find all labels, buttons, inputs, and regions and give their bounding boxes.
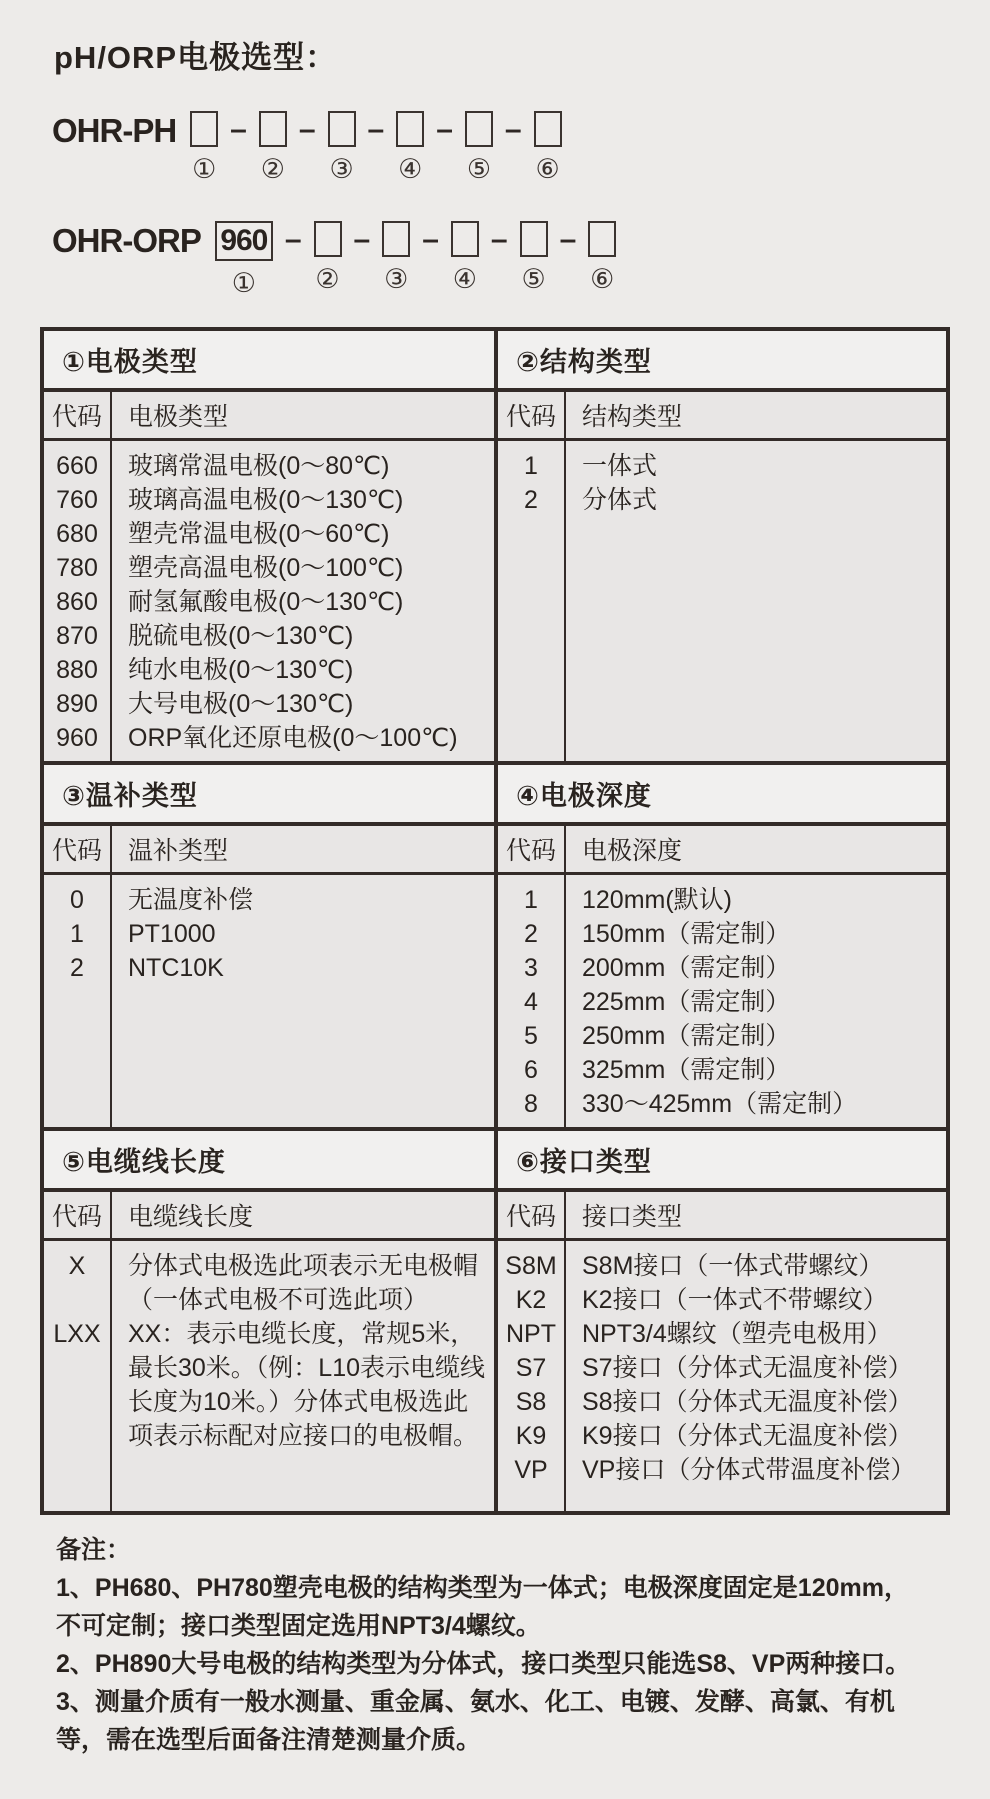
model-segments (190, 111, 561, 183)
row-desc: 玻璃高温电极(0～130℃) (128, 486, 404, 514)
row-code: 660 (56, 452, 98, 480)
column-divider (110, 826, 112, 1127)
row-desc: 250mm（需定制） (582, 1022, 791, 1050)
column-header-name: 电缆线长度 (128, 1203, 254, 1231)
position-number: ⑥ (590, 264, 615, 294)
section-body (498, 1192, 946, 1511)
note-item-2: 2、PH890大号电极的结构类型为分体式，接口类型只能选S8、VP两种接口。 (56, 1650, 911, 1678)
row-desc: ORP氧化还原电极(0～100℃) (128, 724, 458, 752)
code-box (190, 111, 218, 147)
row-desc: XX：表示电缆长度，常规5米，最长30米。（例：L10表示电缆线长度为10米。）分体式电极选此项表示标配对应接口的电极帽。 (128, 1320, 486, 1450)
code-box (451, 221, 479, 257)
model-segment-6 (534, 111, 562, 183)
row-code: K2 (515, 1286, 547, 1314)
column-header-name: 结构类型 (582, 403, 683, 431)
row-desc: 150mm（需定制） (582, 920, 791, 948)
row-desc: 分体式 (582, 486, 658, 514)
note-item-3: 3、测量介质有一般水测量、重金属、氨水、化工、电镀、发酵、高氯、有机等，需在选型后面备注清楚测量介质。 (56, 1688, 895, 1754)
code-box (534, 111, 562, 147)
row-code: 2 (524, 920, 538, 948)
dash-separator: – (230, 113, 247, 146)
section-body (44, 1192, 494, 1511)
column-header-code: 代码 (51, 403, 102, 431)
column-divider (110, 1192, 112, 1511)
row-code: 1 (70, 920, 84, 948)
column-header-code: 代码 (51, 1203, 102, 1231)
row-desc: NPT3/4螺纹（塑壳电极用） (582, 1320, 892, 1348)
row-desc: K2接口（一体式不带螺纹） (582, 1286, 888, 1314)
row-code: 3 (524, 954, 538, 982)
row-desc: 玻璃常温电极(0～80℃) (128, 452, 390, 480)
section-electrode-depth (494, 765, 946, 1127)
row-code: 870 (56, 622, 98, 650)
dash-separator: – (436, 113, 453, 146)
row-code: 8 (524, 1090, 538, 1118)
code-box (396, 111, 424, 147)
section-title: ①电极类型 (44, 331, 494, 392)
column-header-name: 电极深度 (582, 837, 683, 865)
dash-separator: – (284, 223, 302, 256)
row-code: NPT (506, 1320, 556, 1348)
column-header-code: 代码 (505, 403, 556, 431)
section-electrode-type (44, 331, 494, 761)
row-desc: 无温度补偿 (128, 886, 254, 914)
row-desc: 耐氢氟酸电极(0～130℃) (128, 588, 404, 616)
table-group-3 (44, 1127, 946, 1511)
notes (56, 1531, 926, 1759)
row-code: 890 (56, 690, 98, 718)
model-segment-3 (328, 111, 356, 183)
row-desc: 200mm（需定制） (582, 954, 791, 982)
row-code: S8M (505, 1252, 557, 1280)
section-body (498, 826, 946, 1127)
row-code: 880 (56, 656, 98, 684)
position-number: ⑤ (466, 154, 492, 184)
column-header-code: 代码 (51, 837, 102, 865)
position-number: ① (192, 154, 217, 184)
table-group-2 (44, 761, 946, 1127)
row-code: 680 (56, 520, 98, 548)
position-number: ② (315, 264, 340, 294)
row-code: 4 (524, 988, 538, 1016)
row-desc: VP接口（分体式带温度补偿） (582, 1456, 916, 1484)
section-title: ②结构类型 (498, 331, 946, 392)
model-segment-5 (465, 111, 493, 183)
model-label: OHR-ORP (52, 222, 201, 259)
row-desc: 一体式 (582, 452, 658, 480)
code-box (314, 221, 342, 257)
dash-separator: – (504, 113, 522, 146)
column-divider (564, 1192, 566, 1511)
section-cable-length (44, 1131, 494, 1511)
section-title: ⑤电缆线长度 (44, 1131, 494, 1192)
row-desc: S8M接口（一体式带螺纹） (582, 1252, 884, 1280)
row-code: 960 (56, 724, 98, 752)
row-code: 860 (56, 588, 98, 616)
position-number: ④ (398, 154, 423, 184)
position-number: ⑥ (535, 154, 560, 184)
column-header-name: 接口类型 (582, 1203, 683, 1231)
model-segment-1 (190, 111, 218, 183)
page-title: pH/ORP电极选型： (54, 40, 338, 75)
section-structure-type (494, 331, 946, 761)
model-row-ohr-orp (52, 221, 950, 297)
model-segment-1 (215, 221, 273, 297)
model-segment-4 (396, 111, 424, 183)
row-code: 2 (70, 954, 84, 982)
dash-separator: – (422, 223, 439, 256)
row-code: 2 (524, 486, 538, 514)
row-desc: 330～425mm（需定制） (582, 1090, 858, 1118)
row-desc: 脱硫电极(0～130℃) (128, 622, 354, 650)
row-code: 760 (56, 486, 98, 514)
code-box-960: 960 (215, 221, 273, 261)
section-title: ⑥接口类型 (498, 1131, 946, 1192)
row-desc: 225mm（需定制） (582, 988, 791, 1016)
row-desc: 塑壳高温电极(0～100℃) (128, 554, 404, 582)
model-label: OHR-PH (52, 112, 177, 149)
code-box (520, 221, 548, 257)
dash-separator: – (298, 113, 316, 146)
code-box (328, 111, 356, 147)
row-code: 1 (524, 886, 538, 914)
row-desc: S7接口（分体式无温度补偿） (582, 1354, 913, 1382)
column-header-code: 代码 (505, 1203, 556, 1231)
model-segment-2 (314, 221, 342, 293)
section-temp-compensation (44, 765, 494, 1127)
model-row-ohr-ph (52, 111, 950, 183)
column-divider (564, 826, 566, 1127)
row-code: 5 (524, 1022, 538, 1050)
row-code: S7 (515, 1354, 547, 1382)
column-divider (564, 392, 566, 761)
column-header-name: 温补类型 (128, 837, 229, 865)
dash-separator: – (559, 223, 577, 256)
row-desc: S8接口（分体式无温度补偿） (582, 1388, 913, 1416)
notes-title: 备注： (56, 1536, 132, 1564)
dash-separator: – (367, 113, 385, 146)
code-box (465, 111, 493, 147)
column-header-code: 代码 (505, 837, 556, 865)
selection-table (40, 327, 950, 1515)
position-number: ③ (384, 264, 409, 294)
dash-separator: – (490, 223, 508, 256)
model-segment-2 (259, 111, 287, 183)
row-desc: PT1000 (128, 920, 216, 948)
code-box (382, 221, 410, 257)
dash-separator: – (353, 223, 371, 256)
row-desc: 塑壳常温电极(0～60℃) (128, 520, 390, 548)
model-segment-3 (382, 221, 410, 293)
model-segment-6 (588, 221, 616, 293)
row-code: S8 (515, 1388, 547, 1416)
row-code: K9 (515, 1422, 547, 1450)
section-body (44, 392, 494, 761)
model-segments (215, 221, 616, 297)
position-number: ② (260, 154, 285, 184)
position-number: ③ (329, 154, 354, 184)
note-item-1: 1、PH680、PH780塑壳电极的结构类型为一体式；电极深度固定是120mm，不可定制；接口类型固定选用NPT3/4螺纹。 (56, 1574, 909, 1640)
model-segment-5 (520, 221, 548, 293)
column-header-name: 电极类型 (128, 403, 229, 431)
section-title: ④电极深度 (498, 765, 946, 826)
section-body (498, 392, 946, 761)
row-desc: 120mm(默认) (582, 886, 733, 914)
row-desc: 分体式电极选此项表示无电极帽（一体式电极不可选此项） (128, 1252, 479, 1314)
row-code: 0 (70, 886, 84, 914)
section-body (44, 826, 494, 1127)
code-box (588, 221, 616, 257)
position-number: ⑤ (521, 264, 546, 294)
section-interface-type (494, 1131, 946, 1511)
row-code: 1 (524, 452, 538, 480)
row-code: 6 (524, 1056, 538, 1084)
row-desc: NTC10K (128, 954, 224, 982)
row-desc: 325mm（需定制） (582, 1056, 791, 1084)
position-number: ④ (452, 264, 478, 294)
table-group-1 (44, 331, 946, 761)
column-divider (110, 392, 112, 761)
row-desc: 纯水电极(0～130℃) (128, 656, 354, 684)
row-desc: 大号电极(0～130℃) (128, 690, 354, 718)
row-code: VP (514, 1456, 548, 1484)
code-box (259, 111, 287, 147)
row-code: X (68, 1252, 86, 1280)
position-number: ① (231, 268, 256, 298)
row-code: 780 (56, 554, 98, 582)
model-segment-4 (451, 221, 479, 293)
row-code: LXX (53, 1320, 101, 1348)
section-title: ③温补类型 (44, 765, 494, 826)
row-desc: K9接口（分体式无温度补偿） (582, 1422, 913, 1450)
